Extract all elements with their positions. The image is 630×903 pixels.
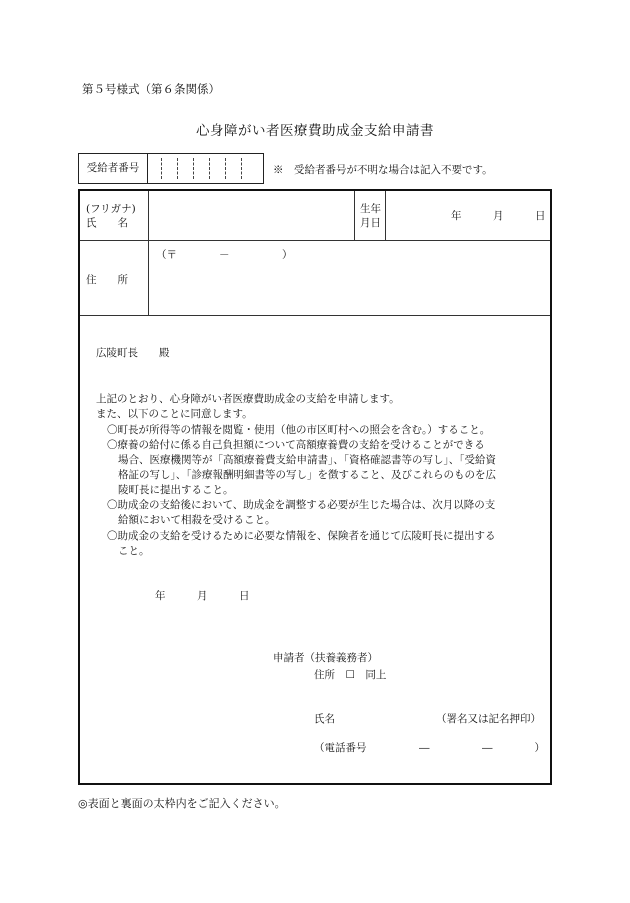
- application-date[interactable]: 年 月 日: [155, 590, 250, 602]
- column-divider: [385, 191, 386, 240]
- digit-cell[interactable]: [161, 158, 162, 179]
- consent-item: こと。: [118, 545, 150, 557]
- row-divider: [80, 315, 550, 316]
- seal-note: （署名又は記名押印）: [436, 713, 541, 725]
- phone-number-field[interactable]: （電話番号 ― ― ）: [314, 742, 545, 754]
- application-form: [78, 189, 552, 785]
- furigana-label: (フリガナ): [86, 203, 136, 215]
- birth-date-field[interactable]: 年 月 日: [451, 210, 546, 222]
- postal-code-field[interactable]: （〒 － ）: [156, 249, 293, 261]
- recipient-note: ※ 受給者番号が不明な場合は記入不要です。: [273, 164, 493, 176]
- footer-note: ◎表面と裏面の太枠内をご記入ください。: [78, 797, 286, 810]
- recipient-number-box: [78, 153, 264, 184]
- intro-text: また、以下のことに同意します。: [96, 408, 253, 420]
- same-address-checkbox[interactable]: 住所 ☐ 同上: [314, 669, 387, 681]
- consent-item: 陵町長に提出すること。: [118, 484, 234, 496]
- applicant-label: 申請者（扶養義務者）: [273, 652, 378, 664]
- consent-item: 〇療養の給付に係る自己負担額について高額療養費の支給を受けることができる: [107, 439, 485, 451]
- birth-label: 生年: [360, 203, 381, 215]
- signature-name-label: 氏名: [314, 713, 335, 725]
- name-field[interactable]: [153, 195, 349, 235]
- consent-item: 〇助成金の支給を受けるために必要な情報を、保険者を通じて広陵町長に提出する: [107, 530, 496, 542]
- address-label: 住 所: [86, 274, 128, 286]
- digit-cell[interactable]: [193, 158, 194, 179]
- intro-text: 上記のとおり、心身障がい者医療費助成金の支給を申請します。: [96, 393, 400, 405]
- digit-cell[interactable]: [177, 158, 178, 179]
- consent-item: 場合、医療機関等が「高額療養費支給申請書」、「資格確認書等の写し」、「受給資: [118, 454, 496, 466]
- column-divider: [148, 191, 149, 315]
- birth-label: 月日: [360, 217, 381, 229]
- row-divider: [80, 240, 550, 241]
- column-divider: [354, 191, 355, 240]
- digit-cell[interactable]: [241, 158, 242, 179]
- consent-item: 〇助成金の支給後において、助成金を調整する必要が生じた場合は、次月以降の支: [107, 499, 496, 511]
- address-field[interactable]: [153, 265, 543, 309]
- addressee: 広陵町長 殿: [96, 347, 170, 359]
- digit-cell[interactable]: [225, 158, 226, 179]
- digit-cell[interactable]: [209, 158, 210, 179]
- page-title: 心身障がい者医療費助成金支給申請書: [196, 123, 434, 139]
- name-label: 氏 名: [86, 217, 128, 229]
- consent-item: 格証の写し」、「診療報酬明細書等の写し」を徴すること、及びこれらのものを広: [118, 469, 496, 481]
- consent-item: 給額において相殺を受けること。: [118, 514, 276, 526]
- recipient-number-label: 受給者番号: [79, 154, 148, 183]
- consent-item: 〇町長が所得等の情報を閲覧・使用（他の市区町村への照会を含む。）すること。: [107, 424, 491, 436]
- form-number: 第５号様式（第６条関係）: [82, 82, 220, 96]
